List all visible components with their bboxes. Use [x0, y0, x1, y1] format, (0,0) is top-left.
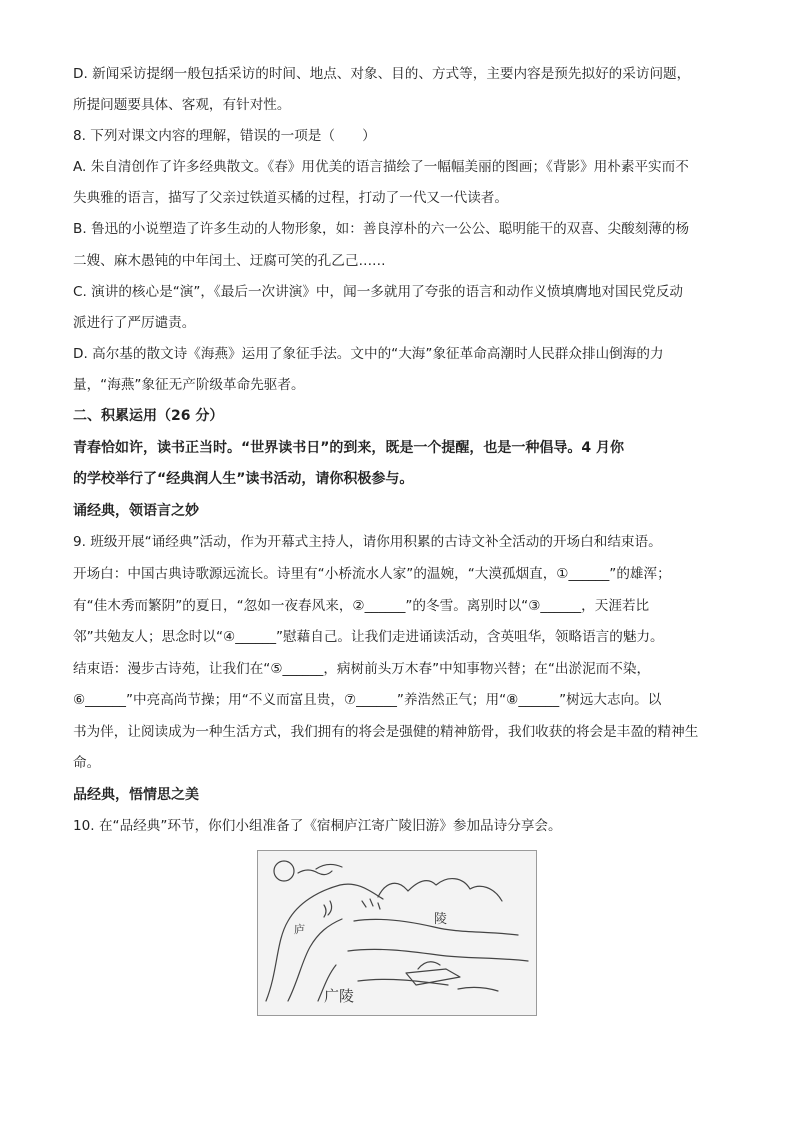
sketch-label-guangling: 广陵 [324, 987, 355, 1005]
intro-line2: 的学校举行了“经典润人生”读书活动，请你积极参与。 [73, 471, 414, 487]
subheading-appreciate: 品经典，悟情思之美 [73, 787, 199, 803]
sketch-label-ling: 陵 [434, 912, 448, 927]
opening-line1: 开场白：中国古典诗歌源远流长。诗里有“小桥流水人家”的温婉，“大漠孤烟直，①______”的雄浑； [73, 566, 671, 582]
option-c-line2: 派进行了严厉谴责。 [73, 315, 196, 331]
question-9-stem: 9. 班级开展“诵经典”活动，作为开幕式主持人，请你用积累的古诗文补全活动的开场白和结束语。 [73, 534, 662, 550]
subheading-recite: 诵经典，领语言之妙 [73, 503, 199, 519]
closing-line3: 书为伴，让阅读成为一种生活方式，我们拥有的将会是强健的精神筋骨，我们收获的将会是丰盈的精神生 [73, 724, 699, 740]
sketch-label-lu: 庐 [294, 923, 305, 936]
option-c-line1: C. 演讲的核心是“演”，《最后一次讲演》中，闻一多就用了夸张的语言和动作义愤填膺地对国民党反动 [73, 284, 683, 300]
option-d-line2: 量，“海燕”象征无产阶级革命先驱者。 [73, 377, 305, 393]
opening-line2: 有“佳木秀而繁阴”的夏日，“忽如一夜春风来，②______”的冬雪。离别时以“③______，天涯若比 [73, 598, 650, 614]
option-b-line1: B. 鲁迅的小说塑造了许多生动的人物形象，如：善良淳朴的六一公公、聪明能干的双喜、尖酸刻薄的杨 [73, 221, 690, 237]
closing-line4: 命。 [73, 755, 101, 771]
option-d-line1: D. 高尔基的散文诗《海燕》运用了象征手法。文中的“大海”象征革命高潮时人民群众排山倒海的力 [73, 346, 664, 362]
opening-line3: 邻”共勉友人；思念时以“④______”慰藉自己。让我们走进诵读活动，含英咀华，领略语言的魅力。 [73, 629, 664, 645]
question-8-stem: 8. 下列对课文内容的理解，错误的一项是（ ） [73, 128, 376, 144]
section-heading: 二、积累运用（26 分） [73, 408, 224, 424]
option-a-line1: A. 朱自清创作了许多经典散文。《春》用优美的语言描绘了一幅幅美丽的图画；《背影》用朴素平实而不 [73, 159, 689, 175]
mountain-ridge-right [378, 879, 502, 901]
option-b-line2: 二嫂、麻木愚钝的中年闰土、迂腐可笑的孔乙己…… [73, 253, 386, 269]
closing-line1: 结束语：漫步古诗苑，让我们在“⑤______，病树前头万木春”中知事物兴替；在“出淤泥而不染， [73, 661, 651, 677]
question-10-stem: 10. 在“品经典”环节，你们小组准备了《宿桐庐江寄广陵旧游》参加品诗分享会。 [73, 818, 562, 834]
mountain-ridge-left [266, 884, 383, 1001]
option-d-q7-line2: 所提问题要具体、客观，有针对性。 [73, 97, 291, 113]
poem-illustration-sketch [257, 850, 537, 1016]
option-d-q7-line1: D. 新闻采访提纲一般包括采访的时间、地点、对象、目的、方式等，主要内容是预先拟好的采访问题， [73, 66, 691, 82]
moon-icon [274, 861, 294, 881]
cloud-icon [298, 870, 332, 875]
option-a-line2: 失典雅的语言，描写了父亲过铁道买橘的过程，打动了一代又一代读者。 [73, 190, 508, 206]
landscape-sketch-image [258, 851, 536, 1015]
intro-line1: 青春恰如许，读书正当时。“世界读书日”的到来，既是一个提醒，也是一种倡导。4 月你 [73, 440, 625, 456]
closing-line2: ⑥______”中亮高尚节操；用“不义而富且贵，⑦______”养浩然正气；用“⑧______”树远大志向。以 [73, 692, 662, 708]
